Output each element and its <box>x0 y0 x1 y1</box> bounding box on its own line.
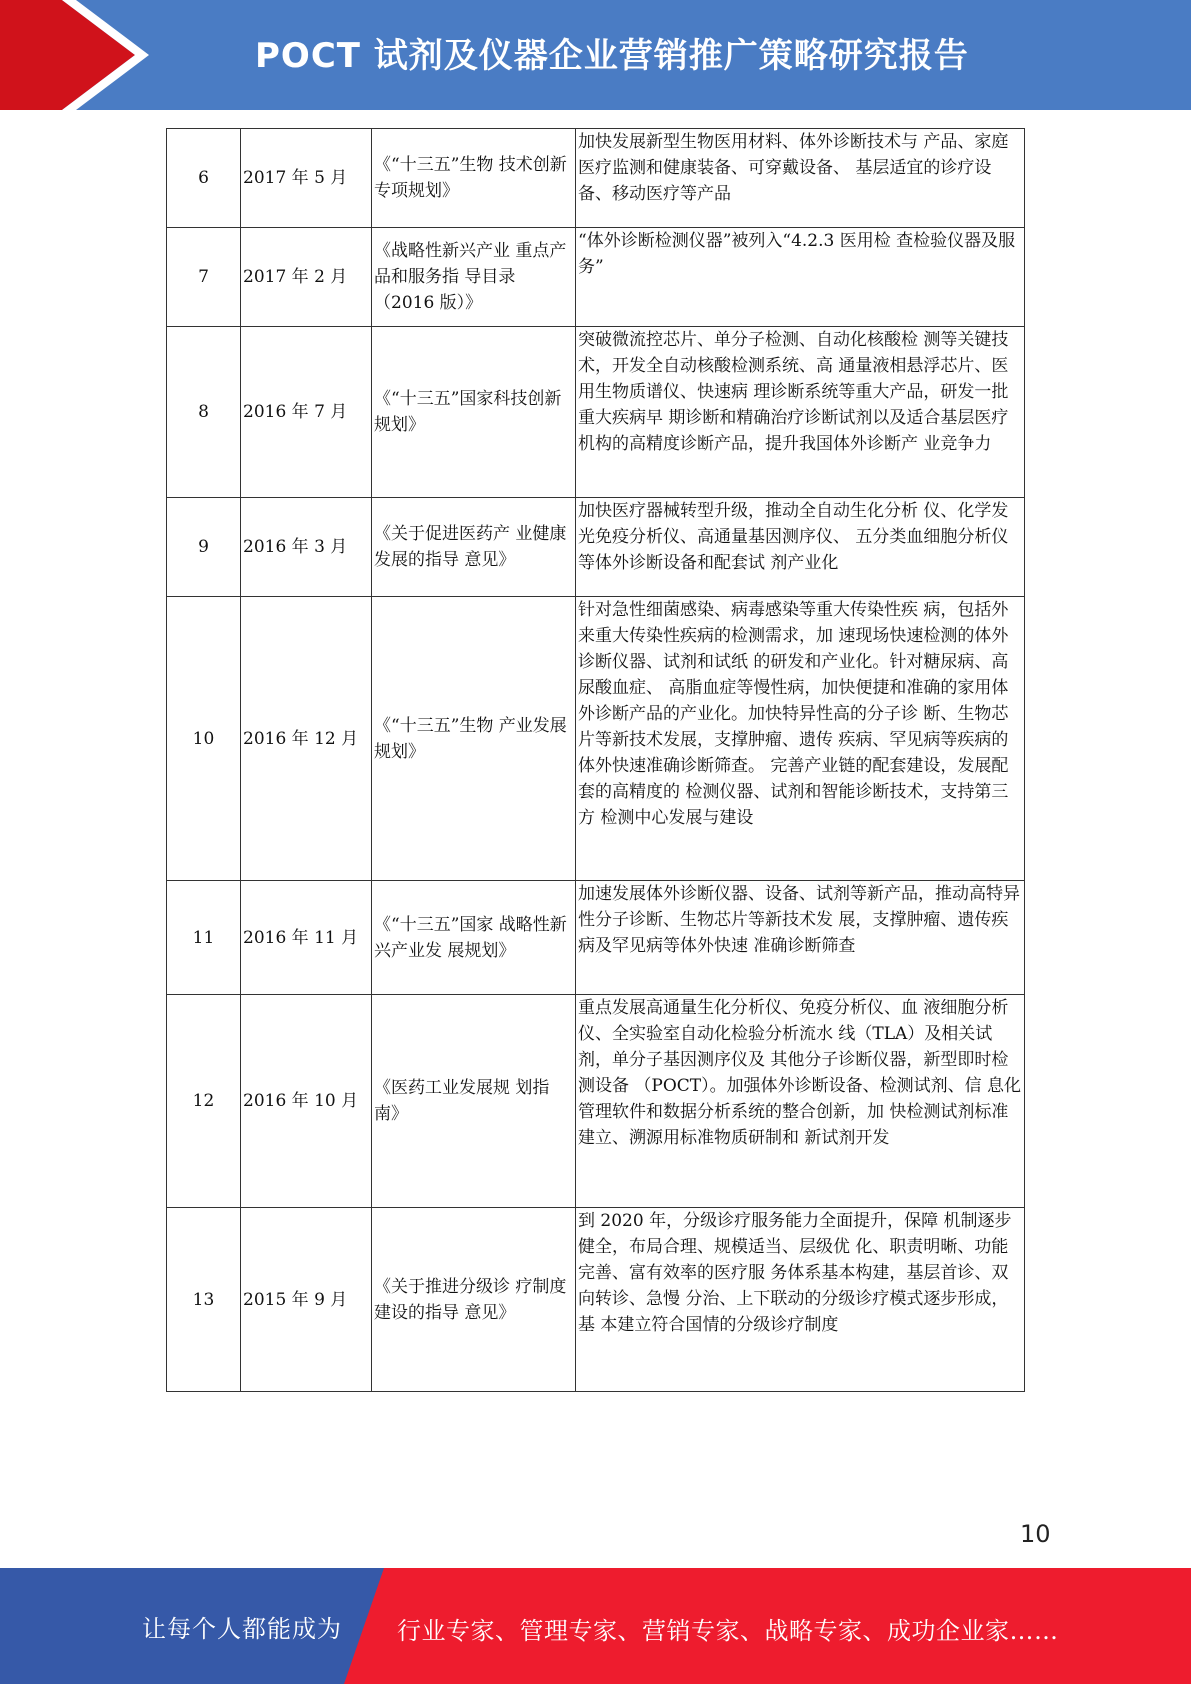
row-policy-name: 《关于推进分级诊 疗制度建设的指导 意见》 <box>372 1208 576 1392</box>
row-policy-name: 《“十三五”生物 技术创新专项规划》 <box>372 129 576 228</box>
table-row <box>167 228 1025 327</box>
row-policy-name: 《战略性新兴产业 重点产品和服务指 导目录（2016 版）》 <box>372 228 576 327</box>
row-date: 2016 年 7 月 <box>241 327 372 498</box>
row-policy-name: 《关于促进医药产 业健康发展的指导 意见》 <box>372 498 576 597</box>
table-row <box>167 498 1025 597</box>
row-number: 8 <box>167 327 241 498</box>
row-number: 11 <box>167 881 241 995</box>
row-content: 加快发展新型生物医用材料、体外诊断技术与 产品、家庭医疗监测和健康装备、可穿戴设备、 基层适宜的诊疗设备、移动医疗等产品 <box>576 129 1025 228</box>
row-content: 针对急性细菌感染、病毒感染等重大传染性疾 病，包括外来重大传染性疾病的检测需求，加 速现场快速检测的体外诊断仪器、试剂和试纸 的研发和产业化。针对糖尿病、高尿酸血症、 高脂血症等慢性病，加快便捷和准确的家用体 外诊断产品的产业化。加快特异性高的分子诊 断、生物芯片等新技术发展，支撑肿瘤、遗传 疾病、罕见病等疾病的体外快速准确诊断筛查。 完善产业链的配套建设，发展配套的高精度的 检测仪器、试剂和智能诊断技术，支持第三方 检测中心发展与建设 <box>576 597 1025 881</box>
table-row <box>167 597 1025 881</box>
policy-table <box>166 128 1025 1392</box>
row-date: 2017 年 5 月 <box>241 129 372 228</box>
row-policy-name: 《“十三五”国家 战略性新兴产业发 展规划》 <box>372 881 576 995</box>
report-title: POCT 试剂及仪器企业营销推广策略研究报告 <box>255 36 969 76</box>
row-content: 加速发展体外诊断仪器、设备、试剂等新产品，推动高特异性分子诊断、生物芯片等新技术发 展，支撑肿瘤、遗传疾病及罕见病等体外快速 准确诊断筛查 <box>576 881 1025 995</box>
row-policy-name: 《“十三五”国家科技创新规划》 <box>372 327 576 498</box>
row-policy-name: 《“十三五”生物 产业发展规划》 <box>372 597 576 881</box>
row-policy-name: 《医药工业发展规 划指南》 <box>372 995 576 1208</box>
page-header <box>0 0 1191 110</box>
table-row <box>167 129 1025 228</box>
row-number: 6 <box>167 129 241 228</box>
row-date: 2017 年 2 月 <box>241 228 372 327</box>
row-date: 2015 年 9 月 <box>241 1208 372 1392</box>
row-content: 重点发展高通量生化分析仪、免疫分析仪、血 液细胞分析仪、全实验室自动化检验分析流水 线（TLA）及相关试剂，单分子基因测序仪及 其他分子诊断仪器，新型即时检测设备 （POCT）。加强体外诊断设备、检测试剂、信 息化管理软件和数据分析系统的整合创新，加 快检测试剂标准建立、溯源用标准物质研制和 新试剂开发 <box>576 995 1025 1208</box>
footer-slogan-left: 让每个人都能成为 <box>142 1615 342 1643</box>
row-content: 突破微流控芯片、单分子检测、自动化核酸检 测等关键技术，开发全自动核酸检测系统、高 通量液相悬浮芯片、医用生物质谱仪、快速病 理诊断系统等重大产品，研发一批重大疾病早 期诊断和精确治疗诊断试剂以及适合基层医疗 机构的高精度诊断产品，提升我国体外诊断产 业竞争力 <box>576 327 1025 498</box>
page-footer <box>0 1568 1191 1684</box>
row-date: 2016 年 12 月 <box>241 597 372 881</box>
table-row <box>167 881 1025 995</box>
row-date: 2016 年 11 月 <box>241 881 372 995</box>
row-date: 2016 年 3 月 <box>241 498 372 597</box>
header-arrow-decoration <box>0 0 150 110</box>
table-row <box>167 1208 1025 1392</box>
row-content <box>576 498 1025 597</box>
row-content: 到 2020 年，分级诊疗服务能力全面提升，保障 机制逐步健全，布局合理、规模适当、层级优 化、职责明晰、功能完善、富有效率的医疗服 务体系基本构建，基层首诊、双向转诊、急慢 分治、上下联动的分级诊疗模式逐步形成，基 本建立符合国情的分级诊疗制度 <box>576 1208 1025 1392</box>
row-number: 12 <box>167 995 241 1208</box>
row-number: 9 <box>167 498 241 597</box>
row-content: “体外诊断检测仪器”被列入“4.2.3 医用检 查检验仪器及服务” <box>576 228 1025 327</box>
row-number: 10 <box>167 597 241 881</box>
row-date: 2016 年 10 月 <box>241 995 372 1208</box>
row-content-text: 加快医疗器械转型升级，推动全自动生化分析 仪、化学发光免疫分析仪、高通量基因测序仪、 五分类血细胞分析仪等体外诊断设备和配套试 剂产业化 <box>578 501 1009 573</box>
table-row <box>167 327 1025 498</box>
page-number: 10 <box>1020 1520 1051 1548</box>
row-number: 13 <box>167 1208 241 1392</box>
policy-table-container <box>166 128 1024 1392</box>
table-row <box>167 995 1025 1208</box>
row-number: 7 <box>167 228 241 327</box>
footer-slogan-right: 行业专家、管理专家、营销专家、战略专家、成功企业家…… <box>397 1617 1059 1645</box>
